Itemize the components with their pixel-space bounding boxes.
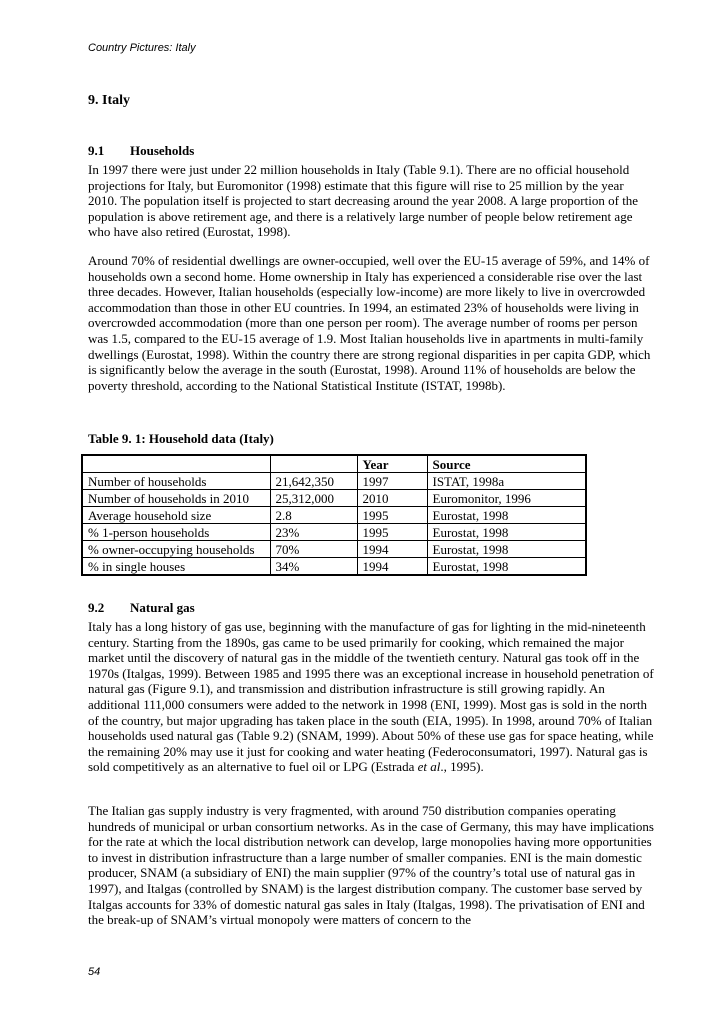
table-cell: 2010 [357,490,427,507]
citation-italic: et al [417,759,441,775]
table-header-cell [82,455,270,473]
table-row [82,524,586,541]
table-caption: Table 9. 1: Household data (Italy) [88,431,274,446]
table-row [82,473,586,490]
table-row [82,490,586,507]
table-cell: Average household size [82,507,270,524]
page-number: 54 [88,966,101,978]
section-heading-households [88,143,194,159]
paragraph: The Italian gas supply industry is very fragmented, with around 750 distribution companies operating hundreds of municipal or urban consortium networks. As in the case of Germany, this may have implications for the rate at which the local distribution network can develop, large monopolies having more opportunities to invest in distribution infrastructure than a large number of smaller companies. ENI is the main domestic producer, SNAM (a subsidiary of ENI) the main supplier (97% of the country’s total use of natural gas in 1997), and Italgas (controlled by SNAM) is the largest distribution company. The customer base served by Italgas accounts for 33% of domestic natural gas sales in Italy (Italgas, 1998). The privatisation of ENI and the break-up of SNAM’s virtual monopoly were matters of concern to the [88,803,654,928]
table-header-cell [270,455,357,473]
section-title: Households [130,143,195,158]
table-cell: Eurostat, 1998 [427,507,586,524]
paragraph: Around 70% of residential dwellings are owner-occupied, well over the EU-15 average of 59%, and 14% of households own a second home. Home ownership in Italy has experienced a considerable rise over the last three decades. However, Italian households (especially low-income) are more likely to live in overcrowded accommodation than those in other EU countries. In 1994, an estimated 23% of households were living in overcrowded accommodation (more than one person per room). The average number of rooms per person was 1.5, compared to the EU-15 average of 1.9. Most Italian households live in apartments in multi-family dwellings (Eurostat, 1998). Within the country there are strong regional disparities in per capita GDP, which is significantly below the average in the south (Eurostat, 1998). Around 11% of households are below the poverty threshold, according to the National Statistical Institute (ISTAT, 1998b). [88,253,651,393]
table-cell: 1995 [357,507,427,524]
table-row [82,541,586,558]
table-cell: Euromonitor, 1996 [427,490,586,507]
table-cell: Eurostat, 1998 [427,558,586,576]
table-cell: % 1-person households [82,524,270,541]
table-cell: % owner-occupying households [82,541,270,558]
table-header-row [82,455,586,473]
table-cell: 1994 [357,541,427,558]
table-cell: 1995 [357,524,427,541]
table-cell: 70% [270,541,357,558]
chapter-title: 9. Italy [88,93,130,108]
table-cell: Eurostat, 1998 [427,541,586,558]
table-cell: 2.8 [270,507,357,524]
table-row [82,558,586,576]
running-header: Country Pictures: Italy [88,42,196,54]
paragraph-text: Italy has a long history of gas use, beginning with the manufacture of gas for lighting in the mid-nineteenth century. Starting from the 1890s, gas came to be used primarily for cooking, which remained the major market until the discovery of natural gas in the middle of the twentieth century. Natural gas took off in the 1970s (Italgas, 1999). Between 1985 and 1995 there was an exceptional increase in household penetration of natural gas (Figure 9.1), and transmission and distribution infrastructure is still growing rapidly. An additional 111,000 consumers were added to the network in 1998 (ENI, 1999). Most gas is sold in the north of the country, but major upgrading has taken place in the south (EIA, 1995). In 1998, around 70% of Italian households used natural gas (Table 9.2) (SNAM, 1999). About 50% of these use gas for space heating, while the remaining 20% may use it just for cooking and water heating (Federoconsumatori, 1997). Natural gas is sold competitively as an alternative to fuel oil or LPG (Estrada [88,619,654,775]
table-header-source: Source [427,455,586,473]
section-number: 9.1 [88,143,105,158]
table-header-year: Year [357,455,427,473]
citation-tail: ., 1995). [440,759,484,775]
table-row [82,507,586,524]
household-data-table [81,454,587,576]
table-cell: Eurostat, 1998 [427,524,586,541]
table-cell: 1994 [357,558,427,576]
table-cell: 25,312,000 [270,490,357,507]
table-cell: 23% [270,524,357,541]
section-number: 9.2 [88,600,105,615]
table-cell: Number of households [82,473,270,490]
paragraph: In 1997 there were just under 22 million households in Italy (Table 9.1). There are no official household projections for Italy, but Euromonitor (1998) estimate that this figure will rise to 25 million by the year 2010. The population itself is projected to start decreasing around the year 2008. A large proportion of the population is above retirement age, and there is a relatively large number of people below retirement age who have also retired (Eurostat, 1998). [88,162,639,240]
paragraph [88,619,656,775]
table-cell: Number of households in 2010 [82,490,270,507]
table-cell: 34% [270,558,357,576]
table-cell: % in single houses [82,558,270,576]
section-heading-natural-gas [88,600,195,616]
table-cell: 21,642,350 [270,473,357,490]
section-title: Natural gas [130,600,195,615]
table-cell: 1997 [357,473,427,490]
table-cell: ISTAT, 1998a [427,473,586,490]
